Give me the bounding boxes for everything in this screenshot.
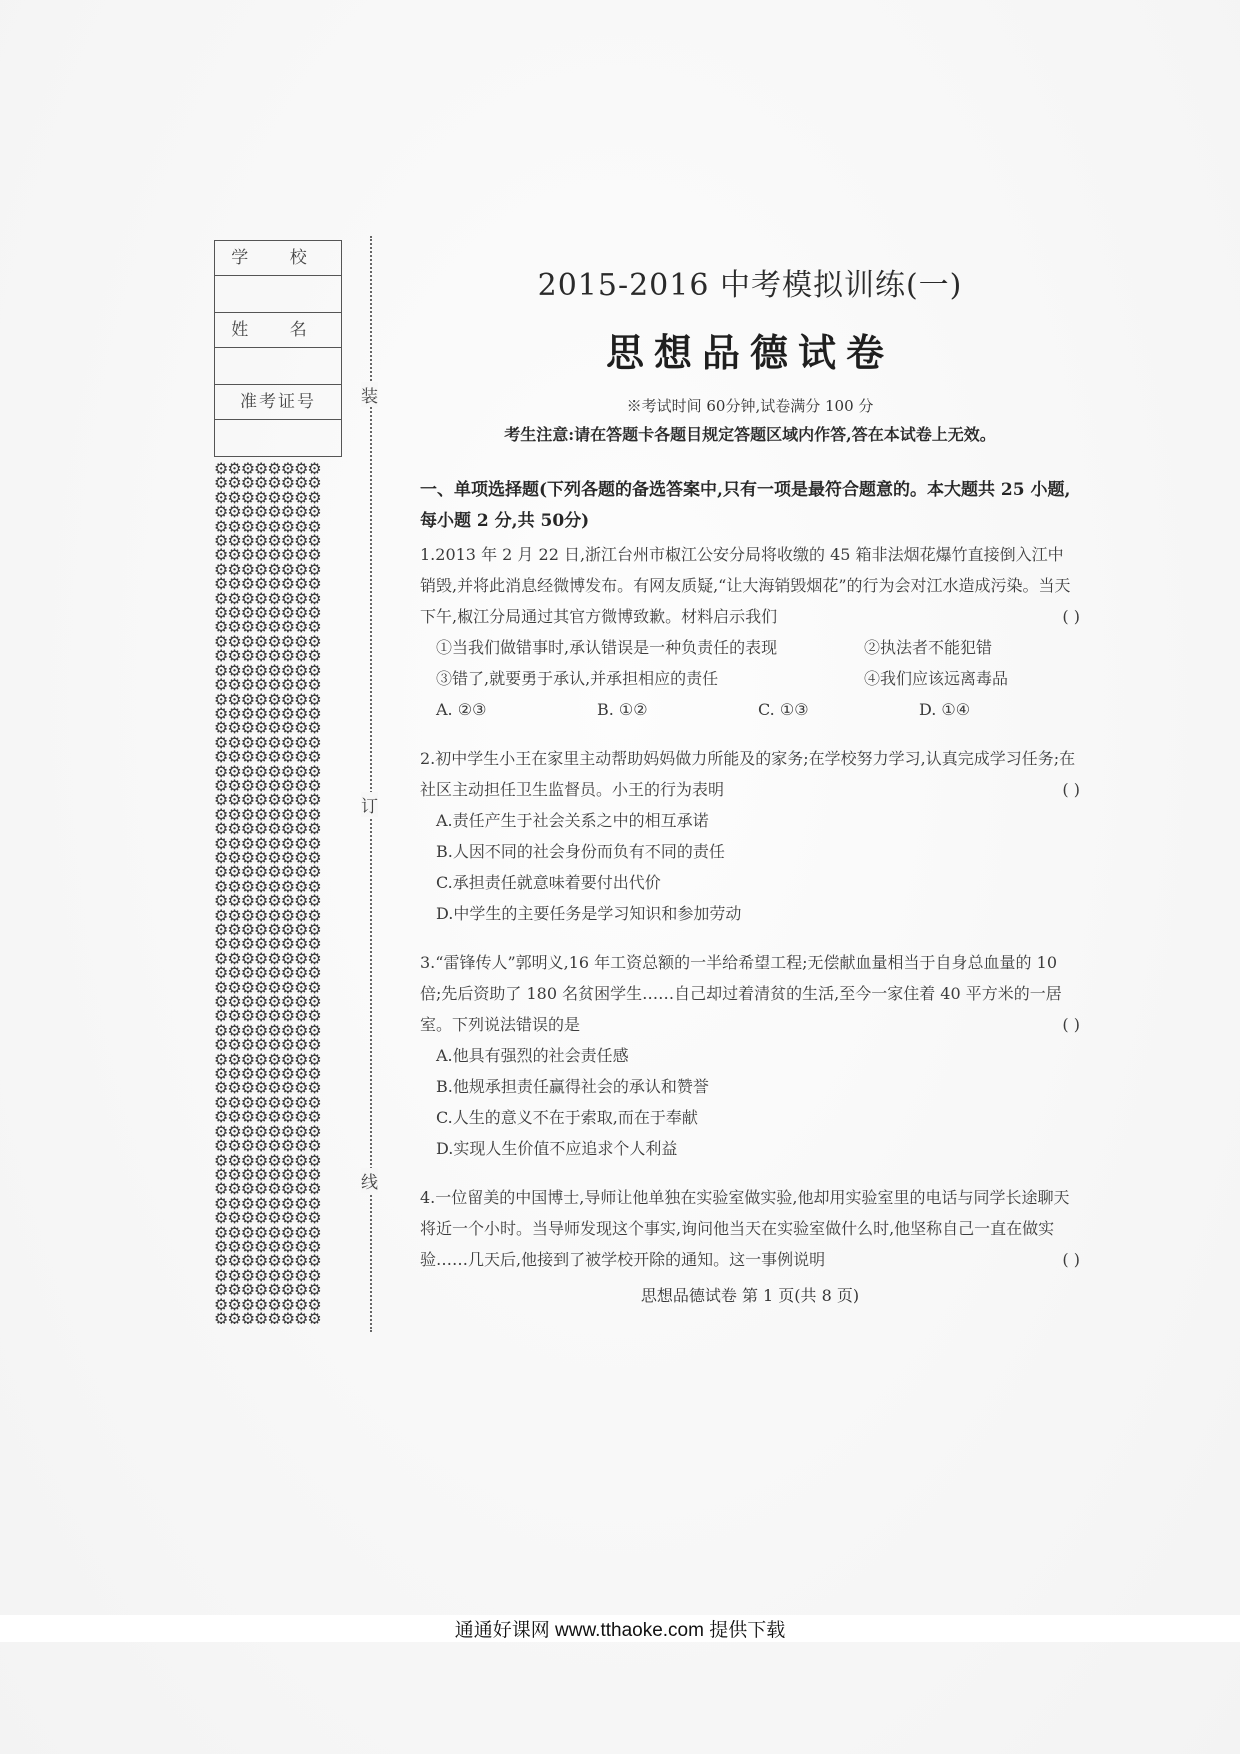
answer-paren: ( ) [1062,1015,1080,1034]
bind-char-ding: 订 [361,792,378,817]
answer-paren: ( ) [1062,1250,1080,1269]
exam-title: 2015-2016 中考模拟训练(一) [537,268,963,303]
statement-row [420,663,1080,694]
exam-notice: 考生注意:请在答题卡各题目规定答题区域内作答,答在本试卷上无效。 [504,425,996,444]
choice-d: D. ①④ [919,700,971,719]
question-text: 1.2013 年 2 月 22 日,浙江台州市椒江公安分局将收缴的 45 箱非法烟花爆竹直接倒入江中销毁,并将此消息经微博发布。有网友质疑,“让大海销毁烟花”的行为会对江水造成污染。当天下午,椒江分局通过其官方微博致歉。材料启示我们 [420,545,1071,626]
download-footer: 通通好课网 www.tthaoke.com 提供下载 [0,1615,1240,1642]
question-text: 2.初中学生小王在家里主动帮助妈妈做力所能及的家务;在学校努力学习,认真完成学习任务;在社区主动担任卫生监督员。小王的行为表明 [420,749,1076,799]
school-blank [215,276,341,312]
statement-4: ④我们应该远离毒品 [864,669,1009,688]
name-label: 姓 名 [215,313,341,348]
school-field [215,241,341,313]
answer-paren: ( ) [1062,607,1080,626]
exam-meta: ※考试时间 60分钟,试卷满分 100 分 [626,397,874,415]
bind-char-zhuang: 装 [361,382,378,407]
name-blank [215,348,341,384]
statement-3: ③错了,就要勇于承认,并承担相应的责任 [436,669,719,688]
section-heading: 一、单项选择题(下列各题的备选答案中,只有一项是最符合题意的。本大题共 25 小题,每小题 2 分,共 50分) [420,480,1071,531]
exam-subject: 思想品德试卷 [605,330,894,375]
question-1 [420,539,1080,725]
question-stem [420,947,1080,1040]
page-footer: 思想品德试卷 第 1 页(共 8 页) [640,1286,860,1305]
question-2 [420,743,1080,929]
option-a: A.他具有强烈的社会责任感 [436,1046,629,1065]
ticket-label: 准考证号 [215,385,341,420]
question-4 [420,1182,1080,1275]
ticket-field [215,385,341,456]
question-stem [420,743,1080,805]
option-d: D.中学生的主要任务是学习知识和参加劳动 [436,904,742,923]
name-field [215,313,341,385]
question-stem [420,539,1080,632]
student-info-box [214,240,342,457]
choice-row [420,694,1080,725]
bind-char-xian: 线 [361,1168,378,1193]
school-label: 学 校 [215,241,341,276]
option-b: B.人因不同的社会身份而负有不同的责任 [436,842,725,861]
statement-row [420,632,1080,663]
question-text: 3.“雷锋传人”郭明义,16 年工资总额的一半给希望工程;无偿献血量相当于自身总血量的 10 倍;先后资助了 180 名贫困学生……自己却过着清贫的生活,至今一家住着 40 平方米的一居室。下列说法错误的是 [420,953,1062,1034]
question-text: 4.一位留美的中国博士,导师让他单独在实验室做实验,他却用实验室里的电话与同学长途聊天将近一个小时。当导师发现这个事实,询问他当天在实验室做什么时,他坚称自己一直在做实验……几天后,他接到了被学校开除的通知。这一事例说明 [420,1188,1070,1269]
statement-1: ①当我们做错事时,承认错误是一种负责任的表现 [436,638,778,657]
choice-a: A. ②③ [436,700,487,719]
option-b: B.他规承担责任赢得社会的承认和赞誉 [436,1077,709,1096]
choice-b: B. ①② [597,700,648,719]
exam-paper [420,260,1080,1322]
question-stem [420,1182,1080,1275]
student-info-panel [214,240,344,457]
option-a: A.责任产生于社会关系之中的相互承诺 [436,811,709,830]
decorative-gear-border: ⚙⚙⚙⚙⚙⚙⚙⚙ ⚙⚙⚙⚙⚙⚙⚙⚙ ⚙⚙⚙⚙⚙⚙⚙⚙ ⚙⚙⚙⚙⚙⚙⚙⚙ ⚙⚙⚙⚙⚙⚙⚙⚙ ⚙⚙⚙⚙⚙⚙⚙⚙ ⚙⚙⚙⚙⚙⚙⚙⚙ ⚙⚙⚙⚙⚙⚙⚙⚙ ⚙⚙⚙⚙⚙⚙⚙⚙ ⚙⚙⚙⚙⚙⚙⚙⚙ ⚙⚙⚙⚙⚙⚙⚙⚙ ⚙⚙⚙⚙⚙⚙⚙⚙ ⚙⚙⚙⚙⚙⚙⚙⚙ ⚙⚙⚙⚙⚙⚙⚙⚙ ⚙⚙⚙⚙⚙⚙⚙⚙ ⚙⚙⚙⚙⚙⚙⚙⚙ ⚙⚙⚙⚙⚙⚙⚙⚙ ⚙⚙⚙⚙⚙⚙⚙⚙ ⚙⚙⚙⚙⚙⚙⚙⚙ ⚙⚙⚙⚙⚙⚙⚙⚙ ⚙⚙⚙⚙⚙⚙⚙⚙ ⚙⚙⚙⚙⚙⚙⚙⚙ ⚙⚙⚙⚙⚙⚙⚙⚙ ⚙⚙⚙⚙⚙⚙⚙⚙ ⚙⚙⚙⚙⚙⚙⚙⚙ ⚙⚙⚙⚙⚙⚙⚙⚙ ⚙⚙⚙⚙⚙⚙⚙⚙ ⚙⚙⚙⚙⚙⚙⚙⚙ ⚙⚙⚙⚙⚙⚙⚙⚙ ⚙⚙⚙⚙⚙⚙⚙⚙ ⚙⚙⚙⚙⚙⚙⚙⚙ ⚙⚙⚙⚙⚙⚙⚙⚙ ⚙⚙⚙⚙⚙⚙⚙⚙ ⚙⚙⚙⚙⚙⚙⚙⚙ ⚙⚙⚙⚙⚙⚙⚙⚙ ⚙⚙⚙⚙⚙⚙⚙⚙ ⚙⚙⚙⚙⚙⚙⚙⚙ ⚙⚙⚙⚙⚙⚙⚙⚙ ⚙⚙⚙⚙⚙⚙⚙⚙ ⚙⚙⚙⚙⚙⚙⚙⚙ ⚙⚙⚙⚙⚙⚙⚙⚙ ⚙⚙⚙⚙⚙⚙⚙⚙ ⚙⚙⚙⚙⚙⚙⚙⚙ ⚙⚙⚙⚙⚙⚙⚙⚙ ⚙⚙⚙⚙⚙⚙⚙⚙ ⚙⚙⚙⚙⚙⚙⚙⚙ ⚙⚙⚙⚙⚙⚙⚙⚙ ⚙⚙⚙⚙⚙⚙⚙⚙ ⚙⚙⚙⚙⚙⚙⚙⚙ ⚙⚙⚙⚙⚙⚙⚙⚙ ⚙⚙⚙⚙⚙⚙⚙⚙ ⚙⚙⚙⚙⚙⚙⚙⚙ ⚙⚙⚙⚙⚙⚙⚙⚙ ⚙⚙⚙⚙⚙⚙⚙⚙ ⚙⚙⚙⚙⚙⚙⚙⚙ ⚙⚙⚙⚙⚙⚙⚙⚙ ⚙⚙⚙⚙⚙⚙⚙⚙ ⚙⚙⚙⚙⚙⚙⚙⚙ ⚙⚙⚙⚙⚙⚙⚙⚙ ⚙⚙⚙⚙⚙⚙⚙⚙ [214,462,321,1324]
choice-c: C. ①③ [758,700,809,719]
option-c: C.承担责任就意味着要付出代价 [436,873,661,892]
option-c: C.人生的意义不在于索取,而在于奉献 [436,1108,698,1127]
answer-paren: ( ) [1062,780,1080,799]
ticket-blank [215,420,341,456]
question-3 [420,947,1080,1164]
option-d: D.实现人生价值不应追求个人利益 [436,1139,678,1158]
statement-2: ②执法者不能犯错 [864,638,993,657]
